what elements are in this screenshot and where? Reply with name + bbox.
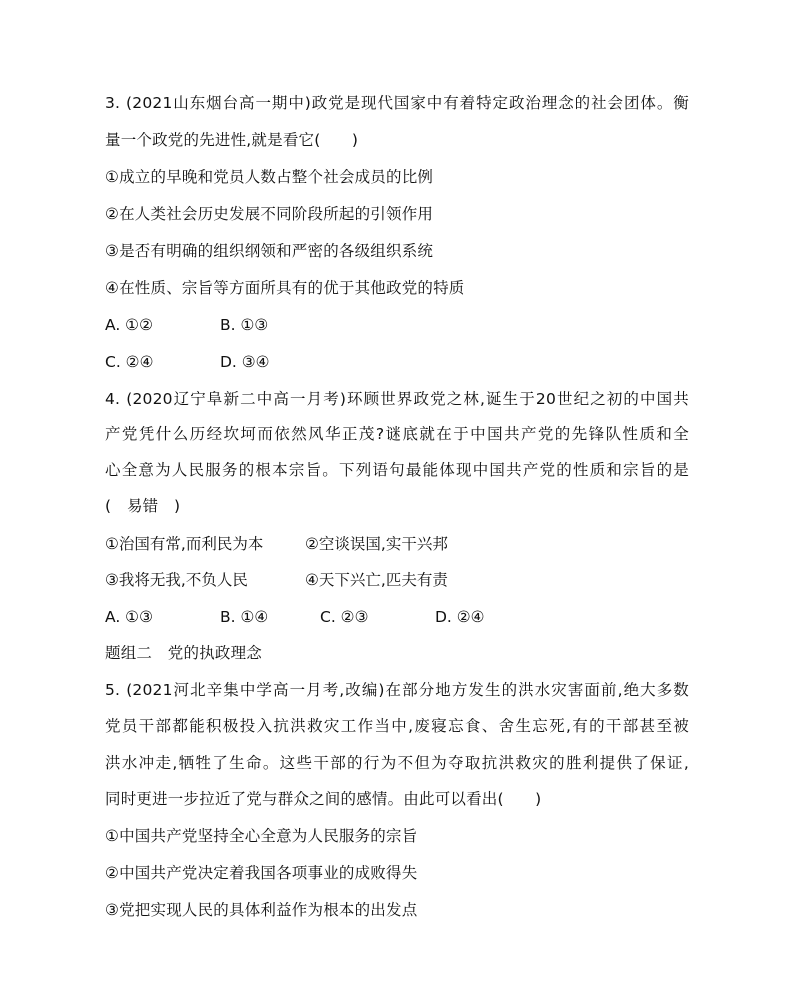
q5-stem-line-4: 同时更进一步拉近了党与群众之间的感情。由此可以看出( ) [105, 790, 542, 808]
q3-choice-c: C. ②④ [105, 353, 154, 371]
group-heading: 题组二 党的执政理念 [105, 644, 263, 662]
q4-option-1: ①治国有常,而利民为本 [105, 535, 264, 553]
q5-option-2: ②中国共产党决定着我国各项事业的成败得失 [105, 864, 418, 882]
q4-choice-c: C. ②③ [320, 608, 369, 626]
q4-choice-b: B. ①④ [220, 608, 269, 626]
q3-option-2: ②在人类社会历史发展不同阶段所起的引领作用 [105, 205, 434, 223]
q3-choice-b: B. ①③ [220, 316, 269, 334]
q4-option-3: ③我将无我,不负人民 [105, 571, 248, 589]
q3-choice-a: A. ①② [105, 316, 153, 334]
q4-stem-line-2: 产党凭什么历经坎坷而依然风华正茂?谜底就在于中国共产党的先锋队性质和全 [105, 425, 689, 443]
q3-stem-line-1: 3. (2021山东烟台高一期中)政党是现代国家中有着特定政治理念的社会团体。衡 [105, 94, 689, 112]
q4-stem-line-4: ( 易错 ) [105, 497, 181, 515]
q3-option-3: ③是否有明确的组织纲领和严密的各级组织系统 [105, 242, 434, 260]
q3-option-1: ①成立的早晚和党员人数占整个社会成员的比例 [105, 168, 434, 186]
q5-stem-line-2: 党员干部都能积极投入抗洪救灾工作当中,废寝忘食、舍生忘死,有的干部甚至被 [105, 717, 689, 735]
q4-stem-line-3: 心全意为人民服务的根本宗旨。下列语句最能体现中国共产党的性质和宗旨的是 [105, 461, 689, 479]
q4-choice-a: A. ①③ [105, 608, 153, 626]
q4-choice-d: D. ②④ [435, 608, 485, 626]
q3-stem-line-2: 量一个政党的先进性,就是看它( ) [105, 131, 359, 149]
q3-option-4: ④在性质、宗旨等方面所具有的优于其他政党的特质 [105, 279, 465, 297]
q5-stem-line-3: 洪水冲走,牺牲了生命。这些干部的行为不但为夺取抗洪救灾的胜利提供了保证, [105, 754, 689, 772]
q5-stem-line-1: 5. (2021河北辛集中学高一月考,改编)在部分地方发生的洪水灾害面前,绝大多数 [105, 681, 689, 699]
q4-option-4: ④天下兴亡,匹夫有责 [305, 571, 448, 589]
q3-choice-d: D. ③④ [220, 353, 270, 371]
q4-option-2: ②空谈误国,实干兴邦 [305, 535, 448, 553]
q5-option-3: ③党把实现人民的具体利益作为根本的出发点 [105, 901, 418, 919]
q4-stem-line-1: 4. (2020辽宁阜新二中高一月考)环顾世界政党之林,诞生于20世纪之初的中国共 [105, 390, 689, 408]
q5-option-1: ①中国共产党坚持全心全意为人民服务的宗旨 [105, 827, 418, 845]
